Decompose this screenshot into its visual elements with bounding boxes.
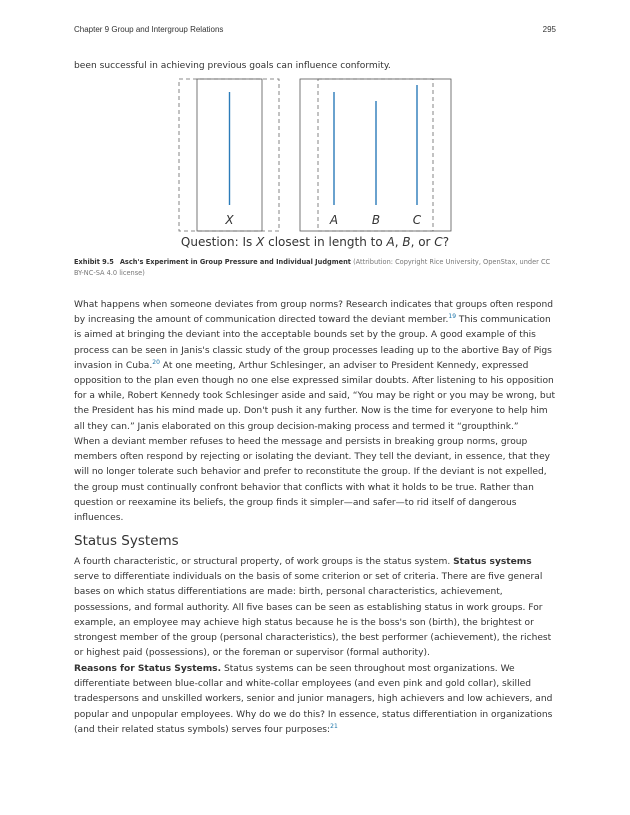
caption-attribution: (Attribution: Copyright Rice University, OpenStax, under CC BY-NC-SA 4.0 license) <box>74 258 551 277</box>
paragraph-reasons: Reasons for Status Systems. Status systems can be seen throughout most organizations. We differentiate between blue-collar and white-collar employees (and even pink and gold collar), skilled tradespersons and unskilled workers, senior and junior managers, high achievers and low achievers, and popular and unpopular employees. Why do we do this? In essence, status differentiation in organizations (and their related status symbols) serves four purposes:$^{21}$ <box>74 664 553 735</box>
label-c: C <box>412 213 422 227</box>
figure-caption <box>74 257 556 279</box>
caption-title: Asch's Experiment in Group Pressure and Individual Judgment <box>119 258 351 266</box>
figure-question: Question: Is X closest in length to A, B, or C? <box>180 235 450 249</box>
page-number: 295 <box>542 25 556 34</box>
asch-figure <box>0 0 630 260</box>
chapter-title: Chapter 9 Group and Intergroup Relations <box>74 25 224 34</box>
footnote-ref-20[interactable]: 20 <box>152 358 160 366</box>
section-heading: Status Systems <box>74 533 179 549</box>
intro-line: been successful in achieving previous goals can influence conformity. <box>74 61 391 71</box>
label-x: X <box>225 213 234 227</box>
footnote-ref-19[interactable]: 19 <box>448 313 457 321</box>
footnote-ref-21[interactable]: 21 <box>330 722 338 730</box>
label-a: A <box>329 213 339 227</box>
label-b: B <box>371 213 381 227</box>
paragraph-rejection: When a deviant member refuses to heed the message and persists in breaking group norms, group members often respond by rejecting or isolating the deviant. They tell the deviant, in essence, that they will no longer tolerate such behavior and prefer to reconstitute the group. If the deviant is not expelled, the group must continually confront behavior that conflicts with what it holds to be true. Rather than question or reexamine its beliefs, the group finds it simpler—and safer—to rid itself of dangerous influences. <box>74 437 551 524</box>
paragraph-deviation: What happens when someone deviates from group norms? Research indicates that groups often respond by increasing the amount of communication directed toward the deviant member.$^{19}$ This communication is aimed at bringing the deviant into the acceptable bounds set by the group. A good example of this process can be seen in Janis's classic study of the group processes leading up to the abortive Bay of Pigs invasion in Cuba.$^{20}$ At one meeting, Arthur Schlesinger, an adviser to President Kennedy, expressed opposition to the plan even though no one else expressed similar doubts. After listening to his opposition for a while, Robert Kennedy took Schlesinger aside and said, “You may be right or you may be wrong, but the President has his mind made up. Don't push it any further. Now is the time for everyone to help him all they can.” Janis elaborated on this group decision-making process and termed it “groupthink.” <box>74 300 556 432</box>
caption-label: Exhibit 9.5 <box>74 258 114 266</box>
paragraph-status-systems: A fourth characteristic, or structural property, of work groups is the status system. Status systems serve to differentiate individuals on the basis of some criterion or set of criteria. There are five general bases on which status differentiations are made: birth, personal characteristics, achievement, possessions, and formal authority. All five bases can be seen as establishing status in work groups. For example, an employee may achieve high status because he is the boss's son (birth), the brightest or strongest member of the group (personal characteristics), the best performer (achievement), the richest or highest paid (possessions), or the foreman or supervisor (formal authority). <box>74 557 552 659</box>
